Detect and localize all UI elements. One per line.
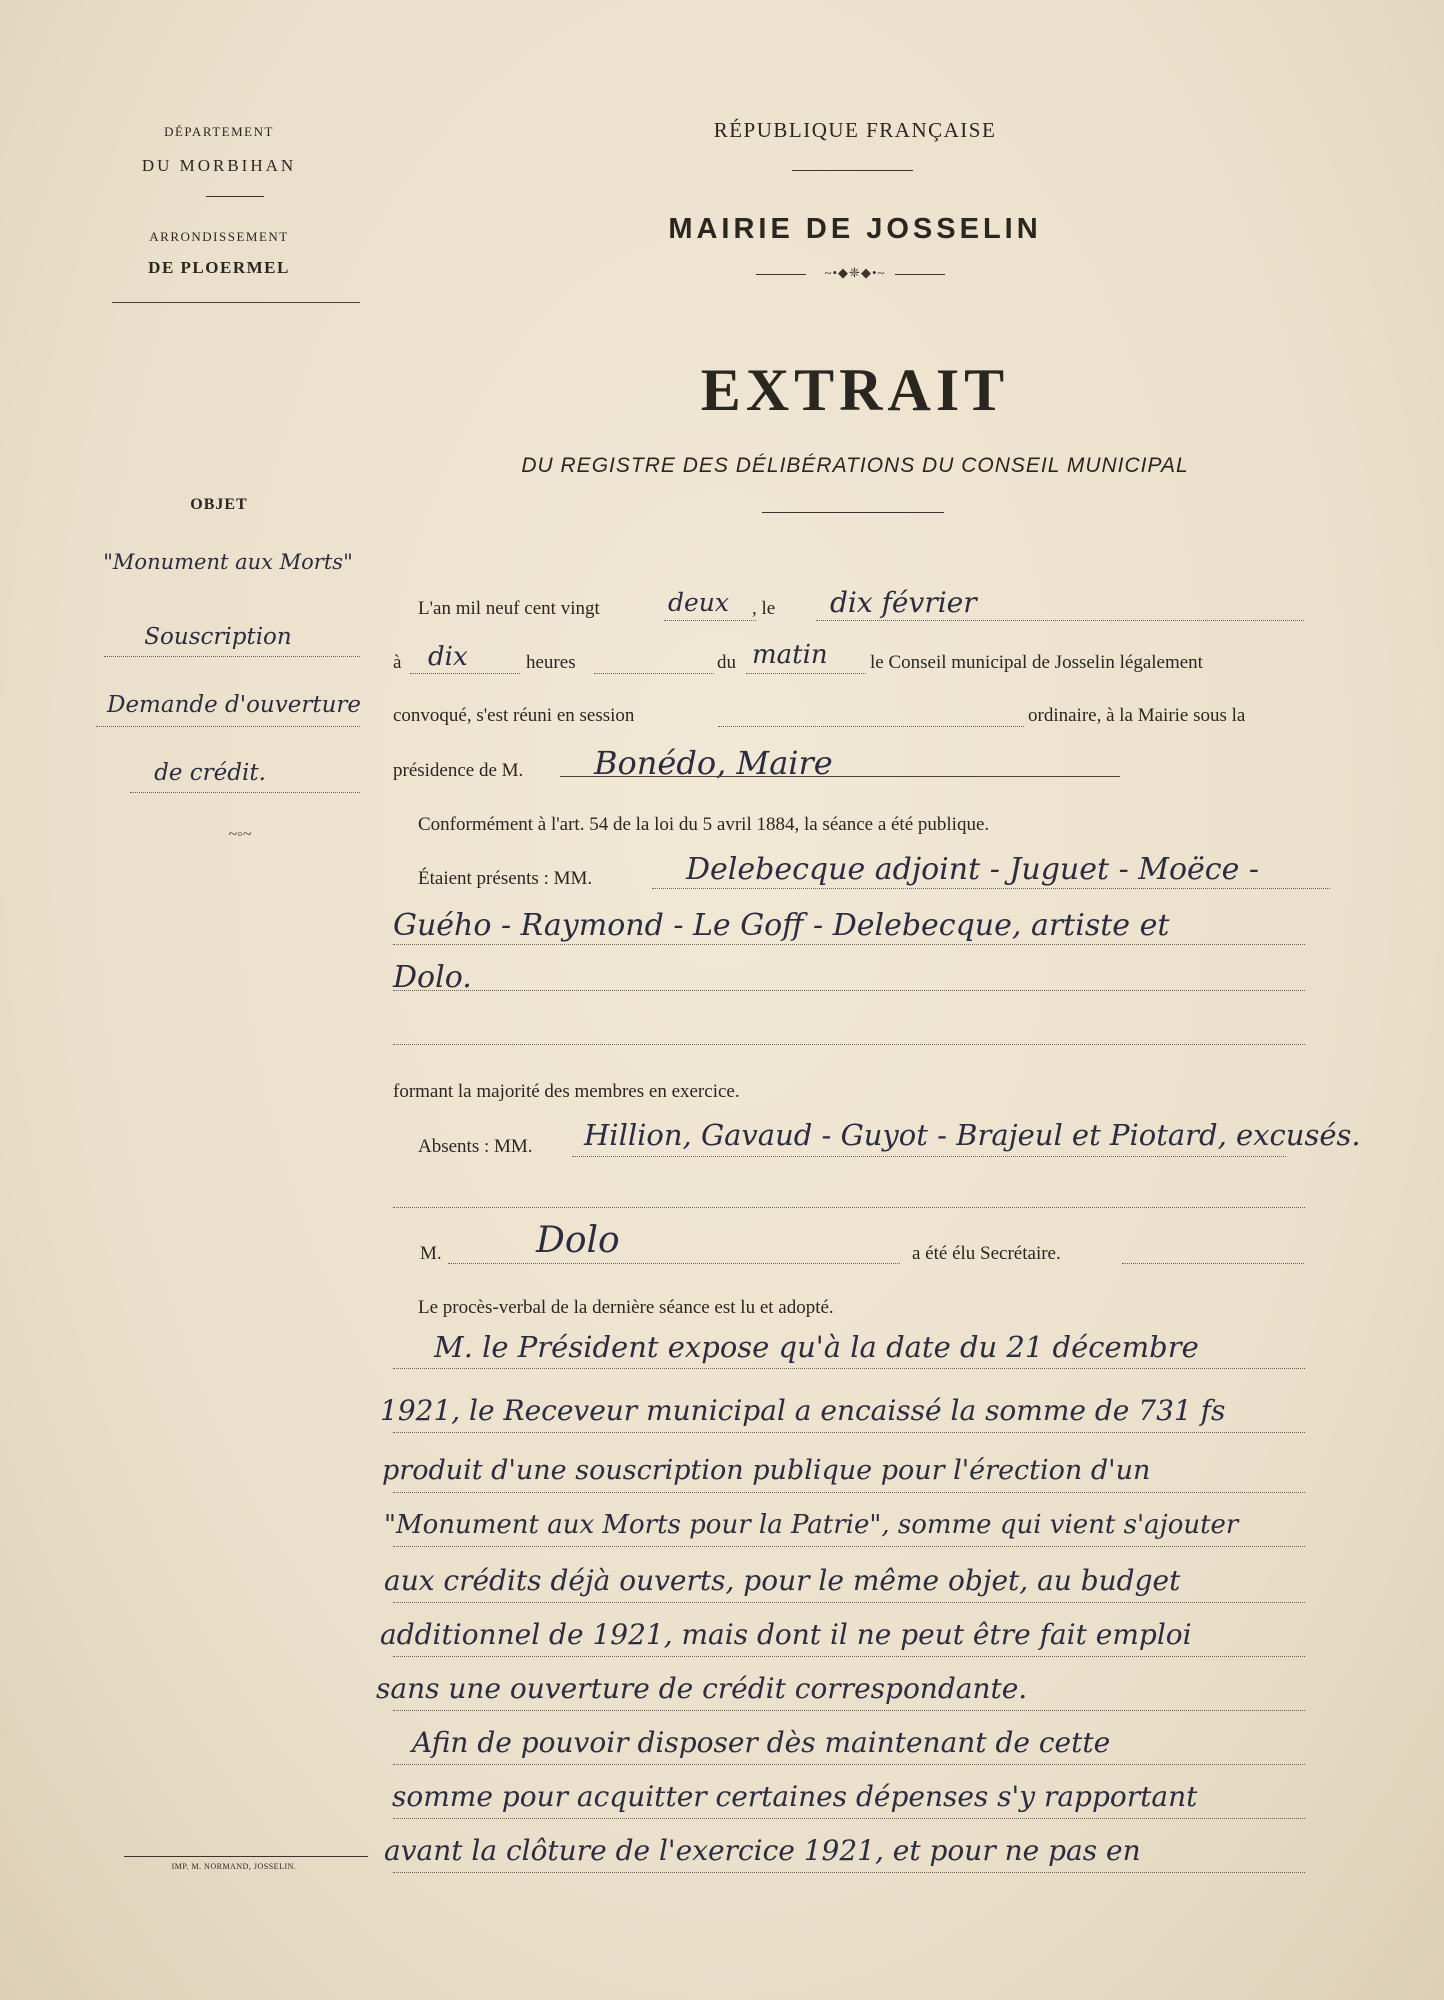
hand-hour: dix — [428, 642, 468, 672]
body-line: sans une ouverture de crédit correspondante. — [376, 1672, 1028, 1705]
text-m: M. — [420, 1243, 442, 1264]
divider — [762, 512, 944, 513]
dotted-line — [393, 1818, 1305, 1819]
dotted-line — [816, 620, 1304, 621]
dotted-line — [393, 1044, 1305, 1045]
dotted-line — [393, 1368, 1305, 1369]
text-secretaire: a été élu Secrétaire. — [912, 1243, 1061, 1264]
dotted-line — [572, 1156, 1286, 1157]
hand-absents: Hillion, Gavaud - Guyot - Brajeul et Piotard, excusés. — [584, 1118, 1361, 1152]
text-conformement: Conformément à l'art. 54 de la loi du 5 avril 1884, la séance a été publique. — [418, 814, 990, 835]
hand-president: Bonédo, Maire — [594, 744, 833, 782]
departement-name: DU MORBIHAN — [141, 156, 297, 175]
text-formant: formant la majorité des membres en exercice. — [393, 1081, 740, 1102]
objet-line: "Monument aux Morts" — [103, 550, 353, 574]
dotted-line — [652, 888, 1330, 889]
body-line: somme pour acquitter certaines dépenses s'y rapportant — [392, 1780, 1198, 1813]
dotted-line — [448, 1263, 900, 1264]
text-ordinaire: ordinaire, à la Mairie sous la — [1028, 705, 1246, 726]
divider — [792, 170, 913, 171]
text-heures: heures — [526, 652, 576, 673]
dotted-line — [393, 1710, 1305, 1711]
printer-imprint: IMP. M. NORMAND, JOSSELIN. — [171, 1862, 297, 1871]
dotted-line — [560, 776, 1120, 777]
ornament: ~•◆❈◆•~ — [824, 265, 886, 280]
divider — [206, 196, 264, 197]
dotted-line — [1122, 1263, 1304, 1264]
departement-label: DÉPARTEMENT — [164, 124, 274, 139]
dotted-line — [393, 1546, 1305, 1547]
dotted-line — [718, 726, 1024, 727]
objet-line: Souscription — [144, 624, 292, 650]
dotted-line — [746, 673, 866, 674]
dotted-line — [393, 1492, 1305, 1493]
body-line: M. le Président expose qu'à la date du 21 décembre — [434, 1330, 1199, 1364]
document-title: EXTRAIT — [700, 357, 1010, 423]
text-convoque: convoqué, s'est réuni en session — [393, 705, 635, 726]
objet-ornament: ~◦~ — [228, 826, 252, 843]
body-line: avant la clôture de l'exercice 1921, et pour ne pas en — [384, 1834, 1141, 1867]
republic-heading: RÉPUBLIQUE FRANÇAISE — [713, 118, 997, 142]
dotted-line — [96, 726, 360, 727]
body-line: "Monument aux Morts pour la Patrie", somme qui vient s'ajouter — [384, 1510, 1239, 1540]
objet-line: Demande d'ouverture — [107, 692, 361, 718]
objet-label: OBJET — [190, 496, 248, 513]
text-proces-verbal: Le procès-verbal de la dernière séance est lu et adopté. — [418, 1297, 834, 1318]
dotted-line — [104, 656, 360, 657]
arrondissement-name: DE PLOERMEL — [148, 258, 290, 277]
dotted-line — [664, 620, 756, 621]
text-le: , le — [752, 598, 776, 619]
dotted-line — [130, 792, 360, 793]
hand-time: matin — [752, 640, 828, 670]
body-line: aux crédits déjà ouverts, pour le même objet, au budget — [384, 1564, 1181, 1597]
hand-date: dix février — [830, 586, 977, 619]
dotted-line — [393, 1872, 1305, 1873]
dotted-line — [393, 1432, 1305, 1433]
dotted-line — [393, 990, 1305, 991]
body-line: produit d'une souscription publique pour l'érection d'un — [382, 1455, 1151, 1486]
text-du: du — [717, 652, 736, 673]
hand-secretary: Dolo — [536, 1220, 620, 1261]
body-line: Afin de pouvoir disposer dès maintenant de cette — [412, 1726, 1111, 1759]
text-presents: Étaient présents : MM. — [418, 868, 593, 889]
divider — [124, 1856, 368, 1857]
body-line: 1921, le Receveur municipal a encaissé la somme de 731 fs — [380, 1394, 1226, 1427]
objet-line: de crédit. — [154, 760, 266, 786]
text-absents: Absents : MM. — [418, 1136, 533, 1157]
dotted-line — [393, 1602, 1305, 1603]
divider — [895, 274, 945, 275]
dotted-line — [410, 673, 520, 674]
dotted-line — [393, 1764, 1305, 1765]
dotted-line — [594, 673, 714, 674]
divider — [112, 302, 360, 303]
text-conseil: le Conseil municipal de Josselin légalement — [870, 652, 1203, 673]
dotted-line — [393, 944, 1305, 945]
mairie-heading: MAIRIE DE JOSSELIN — [668, 213, 1042, 245]
hand-year: deux — [668, 588, 729, 617]
text-a: à — [393, 652, 402, 673]
hand-present: Guého - Raymond - Le Goff - Delebecque, artiste et — [393, 908, 1170, 943]
document-subtitle: DU REGISTRE DES DÉLIBÉRATIONS DU CONSEIL MUNICIPAL — [521, 454, 1189, 477]
text-year-intro: L'an mil neuf cent vingt — [418, 598, 600, 619]
body-line: additionnel de 1921, mais dont il ne peut être fait emploi — [380, 1618, 1192, 1651]
hand-present: Delebecque adjoint - Juguet - Moëce - — [686, 852, 1260, 887]
arrondissement-label: ARRONDISSEMENT — [149, 229, 289, 244]
hand-present: Dolo. — [393, 960, 472, 995]
dotted-line — [393, 1207, 1305, 1208]
text-presidence: présidence de M. — [393, 760, 524, 781]
divider — [756, 274, 806, 275]
dotted-line — [393, 1656, 1305, 1657]
